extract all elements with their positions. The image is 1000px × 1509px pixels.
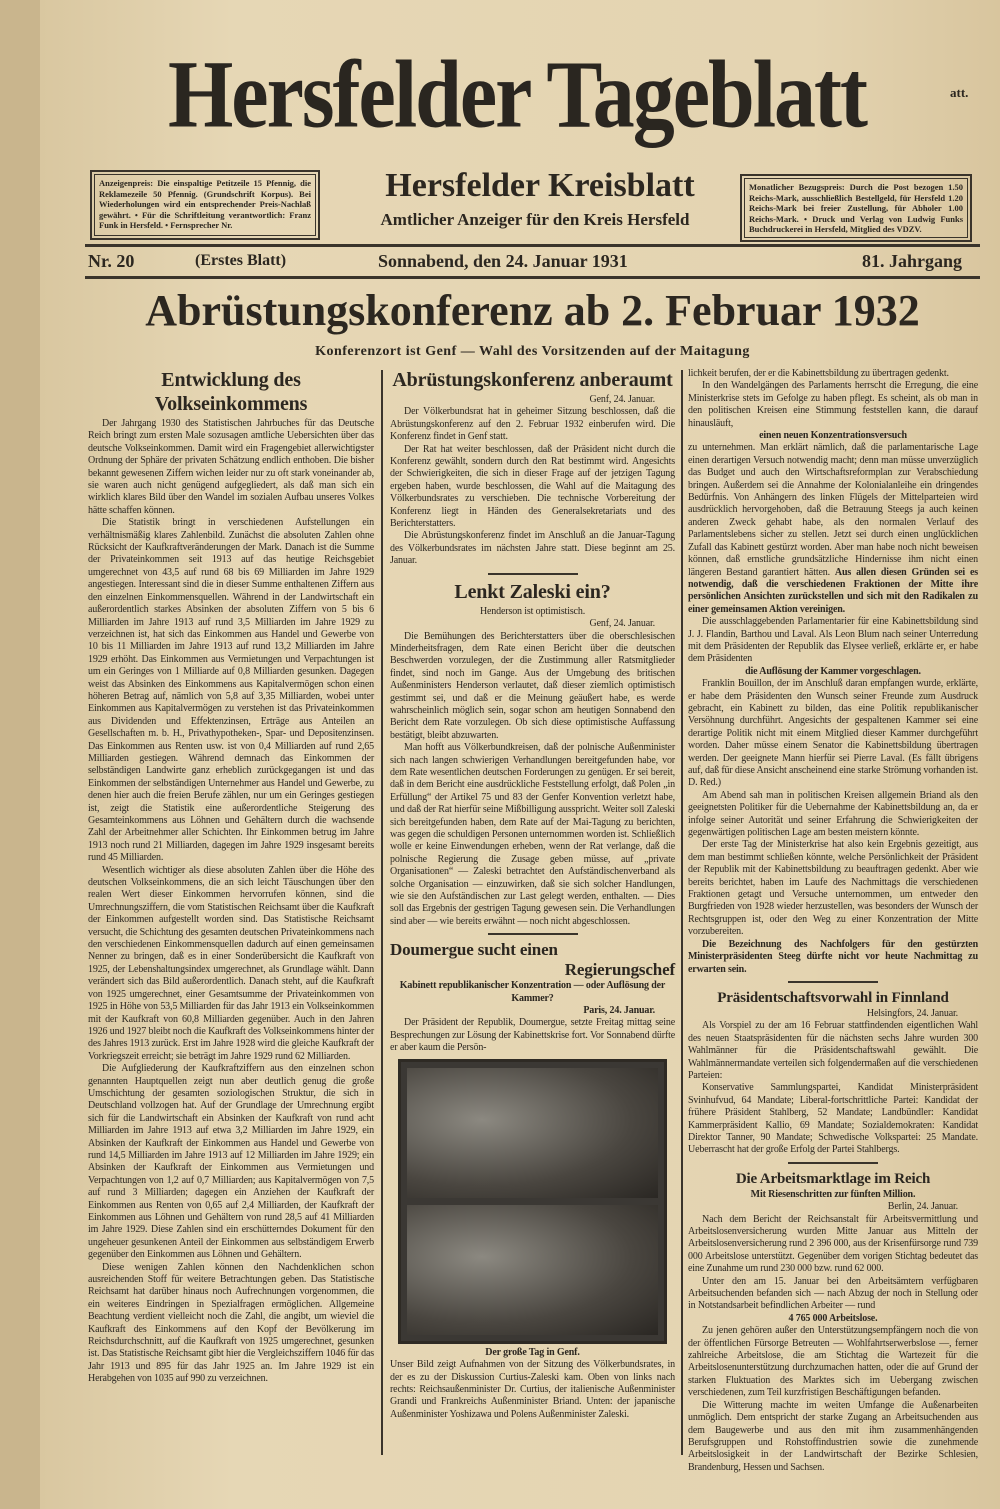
column-2 (390, 368, 675, 1421)
paragraph: Die Statistik bringt in verschiedenen Aufstellungen ein verhältnismäßig klares Zahlenbild. Zunächst die absoluten Zahlen ohne Rücksicht der Kaufkraftveränderungen der Mark. Danach ist die Summe der Privateinkommen seit 1913 auf das heutige Reichsgebiet umgerechnet von 43,5 auf rund 68 bis 69 Milliarden im Jahre 1929 angestiegen. Interessant sind die in dieser Summe enthaltenen Ziffern aus den einzelnen Einkommensquellen. Während in der Landwirtschaft ein außerordentlich starkes Absinken der absoluten Ziffern von 5 bis 6 Milliarden im Jahre 1913 auf rund 3,5 Milliarden im Jahre 1929 zu verzeichnen ist, hat sich das Einkommen aus Handel und Gewerbe von 10 bis 11 Milliarden im Jahre 1913 auf rund 13,2 Milliarden im Jahre 1929 erhöht. Das Einkommen aus Vermietungen und Verpachtungen ist um ein Geringes von 1 Milliarde auf 0,8 Milliarden gesunken. Dagegen weist das Absinken des Einkommens aus Kapitalvermögen schon einen höheren Betrag auf, nämlich von 5,8 auf 3,35 Milliarden, wobei unter Einkommen aus Kapitalvermögen zu verstehen ist das Privateinkommen aus Dividenden und Effektenzinsen, Erträge aus Anteilen an Gesellschaften m. b. H., Privathypotheken-, Spar- und Depositenzinsen. Das Einkommen aus Renten usw. ist von 0,4 Milliarden auf rund 2,65 Milliarden gestiegen. Während demnach das Einkommen der selbständigen Landwirte ganz erheblich zurückgegangen ist und das Einkommen der selbständigen Unternehmer aus Handel und Gewerbe, zu denen hier auch die freien Berufe zählen, nur um ein Geringes gestiegen ist, zeigt die Statistik eine außerordentliche Steigerung des Gesamteinkommens aus Löhnen und Gehältern durch die wachsende Zahl der Arbeitnehmer aller Schichten. Ihr Einkommen betrug im Jahre 1913 noch rund 21 Milliarden, dagegen im Jahre 1929 insgesamt bereits rund 45 Milliarden. (88, 517, 374, 864)
paragraph: Als Vorspiel zu der am 16 Februar stattfindenden eigentlichen Wahl des neuen Staatspräsidenten für die nächsten sechs Jahre wurden 300 Wahlmänner für die Präsidentschaftswahl gewählt. Die Wahlmännermandate verteilen sich folgendermaßen auf die verschiedenen Parteien: (688, 1020, 978, 1081)
column-1 (88, 368, 374, 1386)
masthead-tagline: Amtlicher Anzeiger für den Kreis Hersfeld (380, 210, 690, 229)
divider (85, 244, 980, 247)
paragraph: Am Abend sah man in politischen Kreisen allgemein Briand als den geeignetsten Politiker für die Uebernahme der Kabinettsbildung an, da er infolge seiner Autorität und seiner Erfahrung die Schwierigkeiten der gegenwärtigen politischen Lage am besten meistern könnte. (688, 789, 978, 839)
paragraph: Der Völkerbundsrat hat in geheimer Sitzung beschlossen, daß die Abrüstungskonferenz auf den 2. Februar 1932 einberufen wird. Die Konferenz findet in Genf statt. (390, 406, 675, 443)
divider (85, 276, 980, 279)
paragraph: In den Wandelgängen des Parlaments herrscht die Erregung, die eine Ministerkrise stets im Gefolge zu haben pflegt. Es scheint, als ob man in den politischen Kreisen eine Stimmung feststellen kann, die darauf hinausläuft, (688, 380, 978, 429)
paragraph: Wesentlich wichtiger als diese absoluten Zahlen über die Höhe des deutschen Volkseinkommens, die an sich leicht Täuschungen über den realen Wert dieser Einkommen hervorrufen können, sind die Umrechnungsziffern, die vom Statistischen Reichsamt über die Kaufkraft der Einkommen aufgestellt worden sind. Das Statistische Reichsamt versucht, die Schichtung des gesamten deutschen Privateinkommens nach den verschiedenen Einkommensquellen dadurch auf einen gemeinsamen Nenner zu bringen, daß es in einer Sonderübersicht die Kaufkraft von 1925, der Lebenshaltungsindex umgerechnet, als Grundlage wählt. Dann verändert sich das Bild außerordentlich. Danach steht, auf die Kaufkraft von 1925 umgerechnet, einer Gesamtsumme der Privateinkommen von 1925 in Höhe von 53,5 Milliarden für das Jahr 1913 ein Volkseinkommen mit der Kaufkraft von 60,8 Milliarden gegenüber. Auch in den Jahren 1926 und 1927 bleibt noch die Kaufkraft des Volkseinkommens hinter der des Jahres 1913 zurück. Erst im Jahre 1928 wird die gleiche Kaufkraft der Vorkriegszeit erreicht; sie beträgt im Jahre 1929 rund 62 Milliarden. (88, 864, 374, 1062)
edition: (Erstes Blatt) (195, 252, 287, 269)
photo-caption: Unser Bild zeigt Aufnahmen von der Sitzung des Völkerbundsrates, in der es zu der Diskussion Curtius-Zaleski kam. Oben von links nach rechts: Reichsaußenminister Dr. Curtius, der italienische Außenminister Grandi und Frankreichs Außenminister Briand. Unten: der japanische Außenminister Yoshizawa und Polens Außenminister Zaleski. (390, 1359, 675, 1420)
article-title: Doumergue sucht einen (390, 940, 558, 960)
article-title: Präsidentschaftsvorwahl in Finnland (717, 989, 949, 1006)
paragraph: Die Witterung machte im weiten Umfange die Außenarbeiten unmöglich. Dem entspricht der starke Zugang an Arbeitsuchenden aus dem Baugewerbe und aus den mit ihm zusammenhängenden Berufsgruppen und Rohstoffindustrien sowie die zunehmende Arbeitslosigkeit in der Landwirtschaft der Bezirke Schlesien, Brandenburg, Hessen und Sachsen. (688, 1399, 978, 1473)
volume-year: 81. Jahrgang (862, 251, 963, 271)
paragraph: Die Aufgliederung der Kaufkraftziffern aus den einzelnen schon genannten Hauptquellen zeigt nun aber deutlich genug die große Umschichtung der gesamten soziologischen Struktur, die sich in Deutschland vollzogen hat. Auf der Grundlage der Umrechnung ergibt sich für die Landwirtschaft ein Absinken der Kaufkraft von rund acht Milliarden im Jahre 1913 auf etwa 3,2 Milliarden im Jahre 1929, ein Absinken der Kaufkraft der Einkommen aus Handel und Gewerbe von rund 14,5 Milliarden im Jahre 1913 auf 12 Milliarden im Jahre 1929; ein Absinken der Kaufkraft der Einkommen aus Vermietungen und Verpachtungen von 1,2 auf 0,7 Milliarden; aus Kapitalvermögen von 7,5 auf rund 3 Milliarden; dagegen ein Anziehen der Kaufkraft der Einkommen aus Renten von 0,65 auf 2,4 Milliarden, der Kaufkraft der Einkommen aus Löhnen und Gehältern von rund 28,5 auf 41 Milliarden im Jahre 1929. Diese Zahlen sind ein erschütterndes Dokument für den ungeheuer gesunkenen Anteil der Einkommen aus selbständigem Erwerb gegenüber den Einkommen aus Löhnen und Gehältern. (88, 1063, 374, 1261)
article-subtitle: Mit Riesenschritten zur fünften Million. (750, 1188, 916, 1200)
photo-caption-title: Der große Tag in Genf. (485, 1346, 580, 1358)
column-rule (381, 370, 383, 1455)
paragraph: Die Bezeichnung des Nachfolgers für den gestürzten Ministerpräsidenten Steeg dürfte nicht vor heute Nachmittag zu erwarten sein. (688, 938, 978, 975)
main-headline: Abrüstungskonferenz ab 2. Februar 1932 (145, 286, 920, 335)
article-title: Lenkt Zaleski ein? (454, 580, 611, 603)
paragraph: lichkeit berufen, der er die Kabinettsbildung zu übertragen gedenkt. (688, 368, 949, 379)
paragraph-bold: Aus allen diesen Gründen sei es notwendig, daß die verschiedenen Fraktionen der Mitte ihre persönlichen Ansichten zurückstellen und sich mit den Radikalen zu einer gemeinsamen Aktion vereinigen. (688, 566, 978, 615)
issue-date: Sonnabend, den 24. Januar 1931 (378, 251, 628, 271)
subscription-price-box: Monatlicher Bezugspreis: Durch die Post bezogen 1.50 Reichs-Mark, ausschließlich Bestellgeld, für Hersfeld 1.20 Reichs-Mark bei freier Zustellung, für Abholer 1.00 Reichs-Mark. • Druck und Verlag von Ludwig Funks Buchdruckerei in Hersfeld, Mitglied des VDZV. (740, 174, 972, 242)
article-subtitle: Kabinett republikanischer Konzentration — oder Auflösung der Kammer? (399, 980, 666, 1004)
paragraph: Zu jenen gehören außer den Unterstützungsempfängern noch die von der öffentlichen Fürsorge Betreuten — Wohlfahrtserwerbslose —, ferner zahlreiche Arbeitslose, die am Stichtag die Wartezeit für die Arbeitslosenunterstützung durchzumachen hatten, oder die auf Grund der starken Fluktuation des Marktes sich im Uebergang zwischen verschiedenen, zum Teil kurzfristigen Beschäftigungen befanden. (688, 1325, 978, 1399)
separator (488, 573, 578, 575)
paragraph: Die ausschlaggebenden Parlamentarier für eine Kabinettsbildung sind J. J. Flandin, Barthou und Laval. Als Leon Blum nach seiner Unterredung mit dem Präsidenten der Republik das Elysee verließ, erklärte er, er habe dem Präsidenten (688, 616, 978, 665)
masthead-subtitle: Hersfelder Kreisblatt (385, 167, 695, 204)
inline-heading: 4 765 000 Arbeitslose. (788, 1312, 878, 1324)
column-rule (681, 370, 683, 1455)
paragraph: Die Bemühungen des Berichterstatters über die oberschlesischen Minderheitsfragen, dem Rate einen Bericht über die deutschen Beschwerden vorzulegen, der die Zustimmung aller Ratsmitglieder findet, sind noch im Gange. Aus der Umgebung des britischen Außenministers Henderson verlautet, daß dieser ziemlich optimistisch gestimmt sei, und daß er die Meinung geäußert habe, es werde wahrscheinlich möglich sein, sogar schon am heutigen Sonnabend den Bericht dem Rate vorzulegen. Ob sich diese optimistische Auffassung bestätigt, bleibt abzuwarten. (390, 630, 675, 741)
paragraph: Franklin Bouillon, der im Anschluß daran empfangen wurde, erklärte, er habe dem Präsidenten den Wunsch seiner Freunde zum Ausdruck gebracht, ein Kabinett zu bilden, das eine Politik republikanischer Versöhnung durchführt. Angesichts der gespaltenen Kammer sei eine derartige Politik nicht mit einem Mitglied dieser Kammer durchgeführt worden. Daher müsse einem Senator die Kabinettsbildung übertragen werden. Der geeignete Mann hierfür sei Pierre Laval. (Es fällt übrigens auf, daß für diese Ansicht anscheinend eine starke Strömung vorhanden ist. D. Red.) (688, 678, 978, 789)
paragraph: zu unternehmen. Man erklärt nämlich, daß die parlamentarische Lage einen derartigen Versuch notwendig macht; denn man müsse unverzüglich das Budget und auch den Wirtschaftsreformplan zur Verabschiedung bringen. Außerdem sei die Annahme der Kolonialanleihe ein dringendes Bedürfnis. Von Anhängern des linken Flügels der Mittelparteien wird ausdrücklich hervorgehoben, daß die Betrauung Steegs ja auch keinen anderen Zweck gehabt habe, als den normalen Verlauf des Parlamentslebens sicher zu stellen. Jetzt sei durch einen unglücklichen Zufall das Kabinett gestürzt worden. Aber man habe noch nicht beweisen können, daß ernstliche grundsätzliche Hindernisse ihm nicht einen längeren Bestand garantiert hätten. (688, 442, 978, 578)
paragraph: Der erste Tag der Ministerkrise hat also kein Ergebnis gezeitigt, aus dem man bestimmt schließen könnte, welche Persönlichkeit der Präsident der Republik mit der Kabinettsbildung zu beauftragen gedenkt. Aber wie bereits berichtet, haben im Laufe des Nachmittags die verschiedenen Fraktionen getagt und Versuche unternommen, um entweder den Burgfrieden von 1928 wieder herzustellen, was besonders der Wunsch der Rechtsgruppen ist, oder den Weg zu einer Konzentration der Mitte vorzubereiten. (688, 839, 978, 938)
paragraph: Der Präsident der Republik, Doumergue, setzte Freitag mittag seine Besprechungen zur Lösung der Kabinettskrise fort. Vor Sonnabend dürfte er aber kaum die Persön- (390, 1017, 675, 1054)
article-subtitle: Henderson ist optimistisch. (479, 605, 586, 617)
paragraph: Man hofft aus Völkerbundkreisen, daß der polnische Außenminister sich nach langen schwierigen Verhandlungen bereitgefunden habe, vor dem Rate wesentlichen deutschen Forderungen zu genügen. Er sei bereit, daß in dem Bericht eine ausdrückliche Feststellung erfolgt, daß Polen „in Erfüllung“ der Artikel 75 und 83 der Genfer Konvention verletzt habe, und daß der Rat hierfür seine Mißbilligung ausspricht. Weiter soll Zaleski sich bereitgefunden haben, dem Rate auf der Mai-Tagung zu berichten, was gegen die schuldigen Personen unternommen worden ist. Schließlich wolle er keine Einwendungen erheben, wenn der Rat verlange, daß die polnische Regierung die Zusage geben müsse, auf „private Organisationen“ — Zaleski betrachtet den Aufständischenverband als solche Organisation — einzuwirken, daß sie sich solcher Handlungen, wie sie den Aufständischen zur Last gelegt werden, enthalten. — Dies soll das Ergebnis der gestrigen Tagung gewesen sein. Die Verhandlungen sind aber — wie bereits erwähnt — noch nicht abgeschlossen. (390, 742, 675, 927)
dateline: Genf, 24. Januar. (589, 618, 655, 630)
dateline: Berlin, 24. Januar. (887, 1201, 958, 1213)
paragraph: Nach dem Bericht der Reichsanstalt für Arbeitsvermittlung und Arbeitslosenversicherung wurden Mitte Januar aus Mitteln der Arbeitslosenversicherung rund 2 396 000, aus der Krisenfürsorge rund 739 000 Arbeitslose unterstützt. Gegenüber dem vorigen Stichtag bedeutet das eine Zunahme um rund 230 000 bzw. rund 62 000. (688, 1213, 978, 1275)
paragraph: Unter den am 15. Januar bei den Arbeitsämtern verfügbaren Arbeitsuchenden befanden sich — nach Abzug der noch in Stellung oder in Notstandsarbeit befindlichen Arbeiter — rund (688, 1275, 978, 1312)
column-3 (688, 368, 978, 1474)
inline-heading: einen neuen Konzentrationsversuch (759, 430, 907, 442)
advert-price-box: Anzeigenpreis: Die einspaltige Petitzeile 15 Pfennig, die Reklamezeile 50 Pfennig. (Grundschrift Korpus). Bei Wiederholungen wird ein entsprechender Preis-Nachlaß gewährt. • Für die Schriftleitung verantwortlich: Franz Funk in Hersfeld. • Fernsprecher Nr. (90, 170, 320, 240)
paragraph: Konservative Sammlungspartei, Kandidat Ministerpräsident Svinhufvud, 64 Mandate; Liberal-fortschrittliche Partei: Kandidat der frühere Präsident Stahlberg, 52 Mandate; Landbündler: Kandidat Kammerpräsident Kallio, 69 Mandate; Sozialdemokraten: Kandidat Direktor Tanner, 90 Mandate; Schwedische Volkspartei: 25 Mandate. Ueberrascht hat der große Erfolg der Partei Stahlbergs. (688, 1082, 978, 1156)
masthead-title: Hersfelder Tageblatt (167, 41, 867, 149)
inline-heading: die Auflösung der Kammer vorgeschlagen. (745, 665, 921, 677)
paragraph: Die Abrüstungskonferenz findet im Anschluß an die Januar-Tagung des Völkerbundsrates im nächsten Jahre statt. Diese beginnt am 25. Januar. (390, 530, 675, 567)
paragraph: Der Jahrgang 1930 des Statistischen Jahrbuches für das Deutsche Reich bringt zum ersten Male sozusagen amtliche Uebersichten über das deutsche Volkseinkommen. Damit wird ein Fragengebiet allerwichtigster Ordnung der Sphäre der privaten Schätzung endlich enthoben. Die bisher bekannt gewesenen Ziffern wichen leider nur zu oft stark voneinander ab, sie waren auch nicht genügend aufgegliedert, als daß man sich ein wirklich klares Bild über den Wandel im sozialen Aufbau unseres Volkes hätte schaffen können. (88, 418, 374, 516)
article-title: Regierungschef (564, 960, 675, 980)
page-edge (0, 0, 40, 1509)
photo-lower (407, 1205, 658, 1335)
separator (788, 1162, 878, 1164)
article-title: Abrüstungskonferenz anberaumt (392, 369, 673, 391)
issue-number: Nr. 20 (88, 251, 135, 271)
separator (488, 933, 578, 935)
news-photo (398, 1059, 667, 1344)
main-subheadline: Konferenzort ist Genf — Wahl des Vorsitzenden auf der Maitagung (315, 344, 750, 359)
article-title: Die Arbeitsmarktlage im Reich (735, 1170, 931, 1187)
article-title: Entwicklung des Volkseinkommens (154, 369, 308, 415)
dateline: Paris, 24. Januar. (583, 1005, 655, 1017)
photo-upper (407, 1068, 658, 1198)
dateline: Genf, 24. Januar. (589, 394, 655, 405)
paragraph: Der Rat hat weiter beschlossen, daß der Präsident nicht durch die Konferenz gewählt, sondern durch den Rat bestimmt wird. Angesichts der Schwierigkeiten, die sich in dieser Frage auf der jetzigen Tagung ergeben haben, wurde beschlossen, die Wahl auf die Maitagung des Völkerbundsrates zu verschieben. Die technische Vorbereitung der Konferenz liegt in Händen des Generalsekretariats und des Berichterstatters. (390, 443, 675, 530)
dateline: Helsingfors, 24. Januar. (866, 1007, 958, 1019)
masthead-fragment: att. (950, 85, 969, 100)
separator (788, 981, 878, 983)
paragraph: Diese wenigen Zahlen können den Nachdenklichen schon ausreichenden Stoff für weitere Betrachtungen geben. Das Statistische Reichsamt hat darüber hinaus noch Aufrechnungen vorgenommen, die ein weiteres Eindringen in Spezialfragen ermöglichen. Allgemeine Beachtung verdient vielleicht noch die Zahl, die angibt, um wieviel die Kaufkraft des Einkommens auf den Kopf der Bevölkerung im Reichsdurchschnitt, auf die Kaufkraft von 1925 umgerechnet, gesunken ist. Das Statistische Reichsamt gibt hier die Vergleichsziffern 1046 für das Jahr 1913 und 895 für das Jahr 1925 an. Im Jahre 1929 ist ein Herabgehen von 1035 auf 990 zu verzeichnen. (88, 1261, 374, 1385)
